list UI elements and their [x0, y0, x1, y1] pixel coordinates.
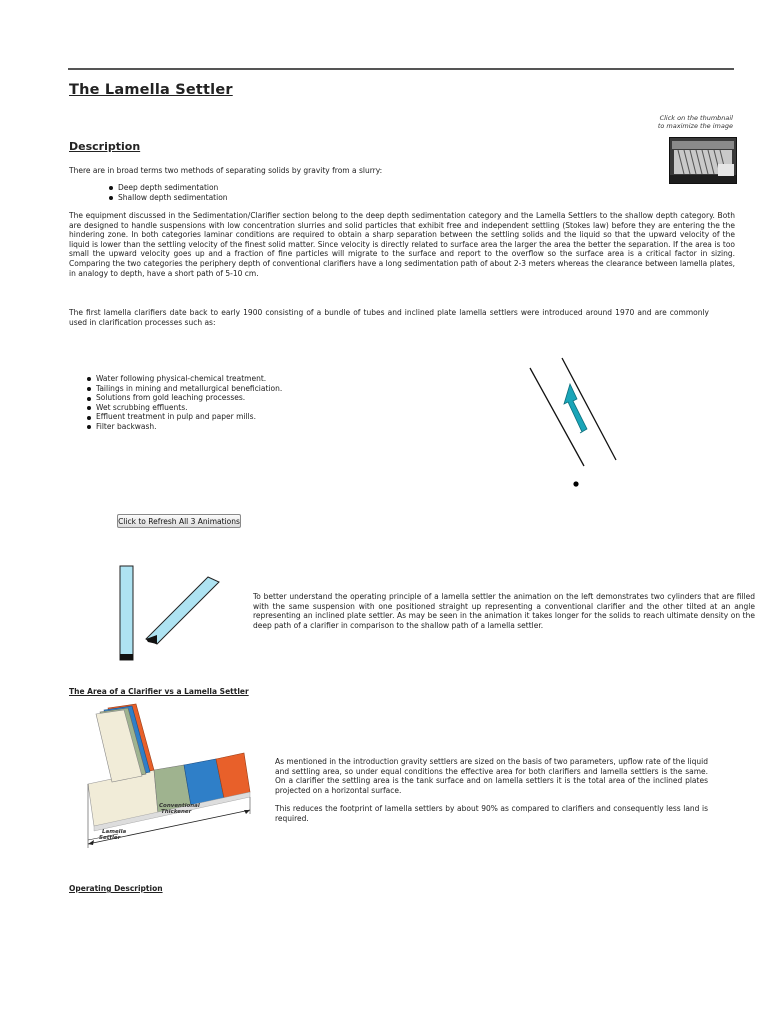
area-comparison-figure [66, 702, 251, 860]
list-item: Deep depth sedimentation [108, 183, 228, 193]
description-heading: Description [69, 140, 141, 153]
tilted-cylinder [146, 577, 219, 644]
list-item: Tailings in mining and metallurgical beneficiation. [86, 384, 282, 394]
principle-paragraph: To better understand the operating principle of a lamella settler the animation on the left demonstrates two cylinders that are filled with the same suspension with one positioned straight up representing a conventional clarifier and the other tilted at an angle representing an inclined plate settler. As may be seen in the animation it takes longer for the solids to reach ultimate density on the deep path of a clarifier in comparison to the shallow path of a lamella settler. [253, 592, 755, 630]
thumbnail-caption-line2: to maximize the image [657, 122, 733, 130]
vertical-cylinder-sediment [120, 654, 133, 660]
list-item: Water following physical-chemical treatment. [86, 374, 282, 384]
inclined-plate-animation [520, 338, 620, 490]
cylinders-diagram [112, 562, 232, 662]
list-item: Shallow depth sedimentation [108, 193, 228, 203]
settler-label: Settler [99, 835, 121, 841]
thumbnail-caption-line1: Click on the thumbnail [659, 114, 733, 122]
description-paragraph: The equipment discussed in the Sedimentation/Clarifier section belong to the deep depth sedimentation category and the Lamella Settlers to the shallow depth category. Both are designed to handle suspensions with low concentration slurries and solid particles that exhibit free and independent settling (Stokes law) before they are entering the the hindering zone. In both categories laminar conditions are required to obtain a sharp separation between the settling solids and the liquid so that the upward velocity of the liquid is lower than the settling velocity of the finest solid matter. Since velocity is directly related to surface area the larger the area the better the separation. If the area is too small the upward velocity goes up and a fraction of fine particles will migrate to the surface and report to the overflow so the surface area is a critical factor in sizing. Comparing the two categories the periphery depth of conventional clarifiers have a long sedimentation path of about 2-3 meters whereas the clearance between lamella plates, in analogy to depth, have a short path of 5-10 cm. [69, 211, 735, 278]
inclined-plate-right [562, 358, 616, 460]
footprint-paragraph: This reduces the footprint of lamella settlers by about 90% as compared to clarifiers and consequently less land is required. [275, 804, 708, 823]
cylinders-animation [112, 562, 232, 662]
operating-description-heading: Operating Description [69, 884, 163, 893]
area-comparison-illustration [66, 702, 251, 860]
upflow-arrow-icon [564, 384, 587, 433]
description-intro: There are in broad terms two methods of separating solids by gravity from a slurry: [69, 166, 383, 175]
list-item: Wet scrubbing effluents. [86, 403, 282, 413]
lamella-thumbnail-image[interactable] [669, 137, 737, 184]
area-paragraph: As mentioned in the introduction gravity settlers are sized on the basis of two parameters, upflow rate of the liquid and settling area, so under equal conditions the effective area for both clarifiers and lamella settlers is the same. On a clarifier the settling area is the tank surface and on lamella settlers it is the total area of the inclined plates projected on a horizontal surface. [275, 757, 708, 795]
list-item: Effluent treatment in pulp and paper mills. [86, 412, 282, 422]
thickener-label: Thickener [161, 809, 192, 815]
refresh-animations-button[interactable]: Click to Refresh All 3 Animations [117, 514, 241, 528]
inclined-plate-diagram [520, 338, 620, 490]
thumbnail-photo [670, 138, 736, 183]
history-paragraph: The first lamella clarifiers date back to early 1900 consisting of a bundle of tubes and inclined plate lamella settlers were introduced around 1970 and are commonly used in clarification processes such as: [69, 308, 709, 327]
page-title: The Lamella Settler [69, 82, 233, 98]
applications-list [86, 374, 282, 432]
top-divider [68, 68, 734, 70]
conventional-label: Conventional [159, 803, 200, 809]
list-item: Filter backwash. [86, 422, 282, 432]
vertical-cylinder [120, 566, 133, 660]
area-heading: The Area of a Clarifier vs a Lamella Settler [69, 687, 249, 696]
methods-list [108, 183, 228, 202]
settling-particle-icon [573, 481, 578, 486]
thumbnail-caption [560, 114, 733, 130]
lamella-label: Lamella [102, 829, 127, 835]
list-item: Solutions from gold leaching processes. [86, 393, 282, 403]
